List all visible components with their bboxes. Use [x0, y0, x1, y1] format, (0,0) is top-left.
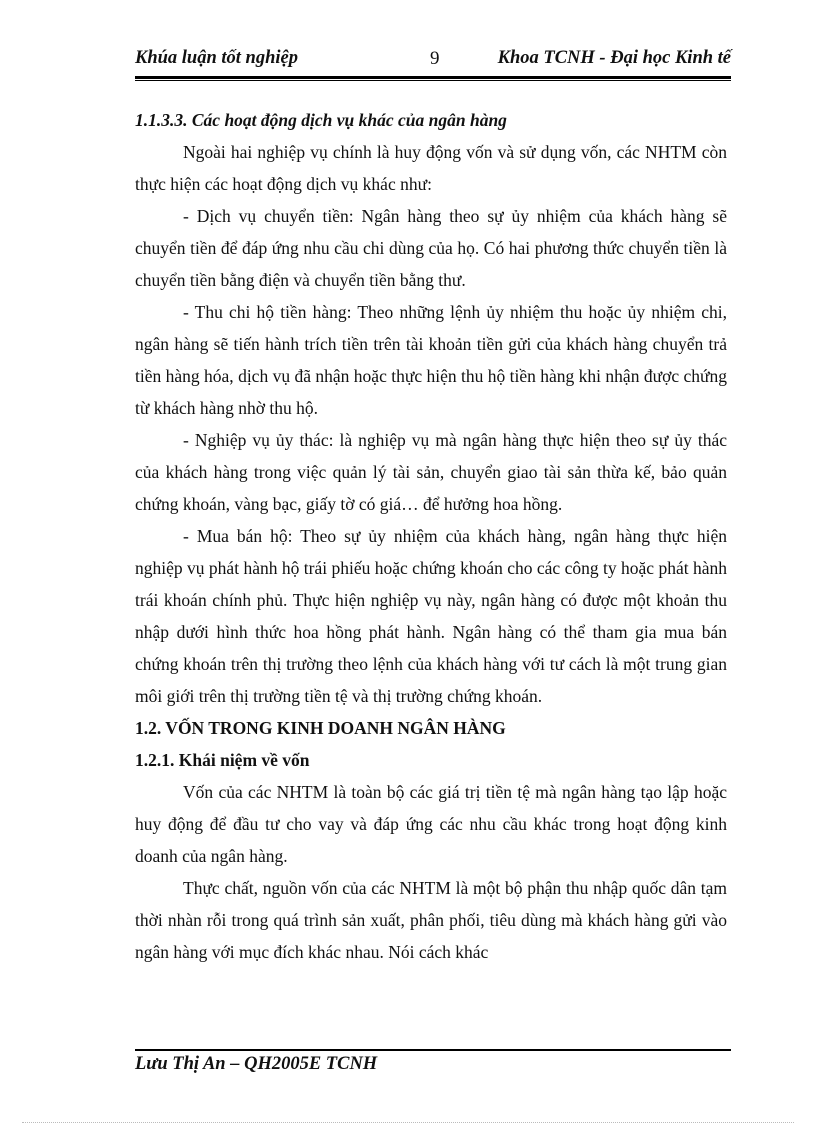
page-number: 9 — [430, 48, 440, 69]
paragraph: Ngoài hai nghiệp vụ chính là huy động vốn và sử dụng vốn, các NHTM còn thực hiện các hoạt động dịch vụ khác như: — [135, 142, 727, 194]
section-heading-1-2-1: 1.2.1. Khái niệm về vốn — [135, 750, 310, 770]
header-faculty: Khoa TCNH - Đại học Kinh tế — [497, 48, 731, 68]
paragraph: Vốn của các NHTM là toàn bộ các giá trị tiền tệ mà ngân hàng tạo lập hoặc huy động để đầu tư cho vay và đáp ứng các nhu cầu khác trong hoạt động kinh doanh của ngân hàng. — [135, 782, 727, 866]
paragraph: - Nghiệp vụ ủy thác: là nghiệp vụ mà ngân hàng thực hiện theo sự ủy thác của khách hàng trong việc quản lý tài sản, chuyển giao tài sản thừa kế, bảo quản chứng khoán, vàng bạc, giấy tờ có giá… để hưởng hoa hồng. — [135, 430, 727, 514]
paragraph: Thực chất, nguồn vốn của các NHTM là một bộ phận thu nhập quốc dân tạm thời nhàn rỗi trong quá trình sản xuất, phân phối, tiêu dùng mà khách hàng gửi vào ngân hàng với mục đích khác nhau. Nói cách khác — [135, 878, 727, 962]
header-rule-thin — [135, 80, 731, 81]
footer-author: Lưu Thị An – QH2005E TCNH — [135, 1054, 378, 1074]
paragraph: - Mua bán hộ: Theo sự ủy nhiệm của khách hàng, ngân hàng thực hiện nghiệp vụ phát hành hộ trái phiếu hoặc chứng khoán cho các công ty hoặc phát hành trái khoán chính phủ. Thực hiện nghiệp vụ này, ngân hàng có được một khoản thu nhập dưới hình thức hoa hồng phát hành. Ngân hàng có thể tham gia mua bán chứng khoán trên thị trường theo lệnh của khách hàng với tư cách là một trung gian môi giới trên thị trường tiền tệ và thị trường chứng khoán. — [135, 526, 727, 706]
header-rule — [135, 76, 731, 79]
header-thesis-title: Khúa luận tốt nghiệp — [135, 48, 298, 68]
paragraph: - Thu chi hộ tiền hàng: Theo những lệnh ủy nhiệm thu hoặc ủy nhiệm chi, ngân hàng sẽ tiến hành trích tiền trên tài khoản tiền gửi của khách hàng chuyển trả tiền hàng hóa, dịch vụ đã nhận hoặc thực hiện thu hộ tiền hàng khi nhận được chứng từ khách hàng nhờ thu hộ. — [135, 302, 727, 418]
section-heading-1-1-3-3: 1.1.3.3. Các hoạt động dịch vụ khác của ngân hàng — [135, 110, 507, 130]
footer-rule — [135, 1049, 731, 1051]
page-header — [135, 48, 731, 74]
paragraph: - Dịch vụ chuyển tiền: Ngân hàng theo sự ủy nhiệm của khách hàng sẽ chuyển tiền để đáp ứng nhu cầu chi dùng của họ. Có hai phương thức chuyển tiền là chuyển tiền bằng điện và chuyển tiền bằng thư. — [135, 206, 727, 290]
section-heading-1-2: 1.2. VỐN TRONG KINH DOANH NGÂN HÀNG — [135, 718, 506, 738]
document-body — [135, 104, 727, 968]
